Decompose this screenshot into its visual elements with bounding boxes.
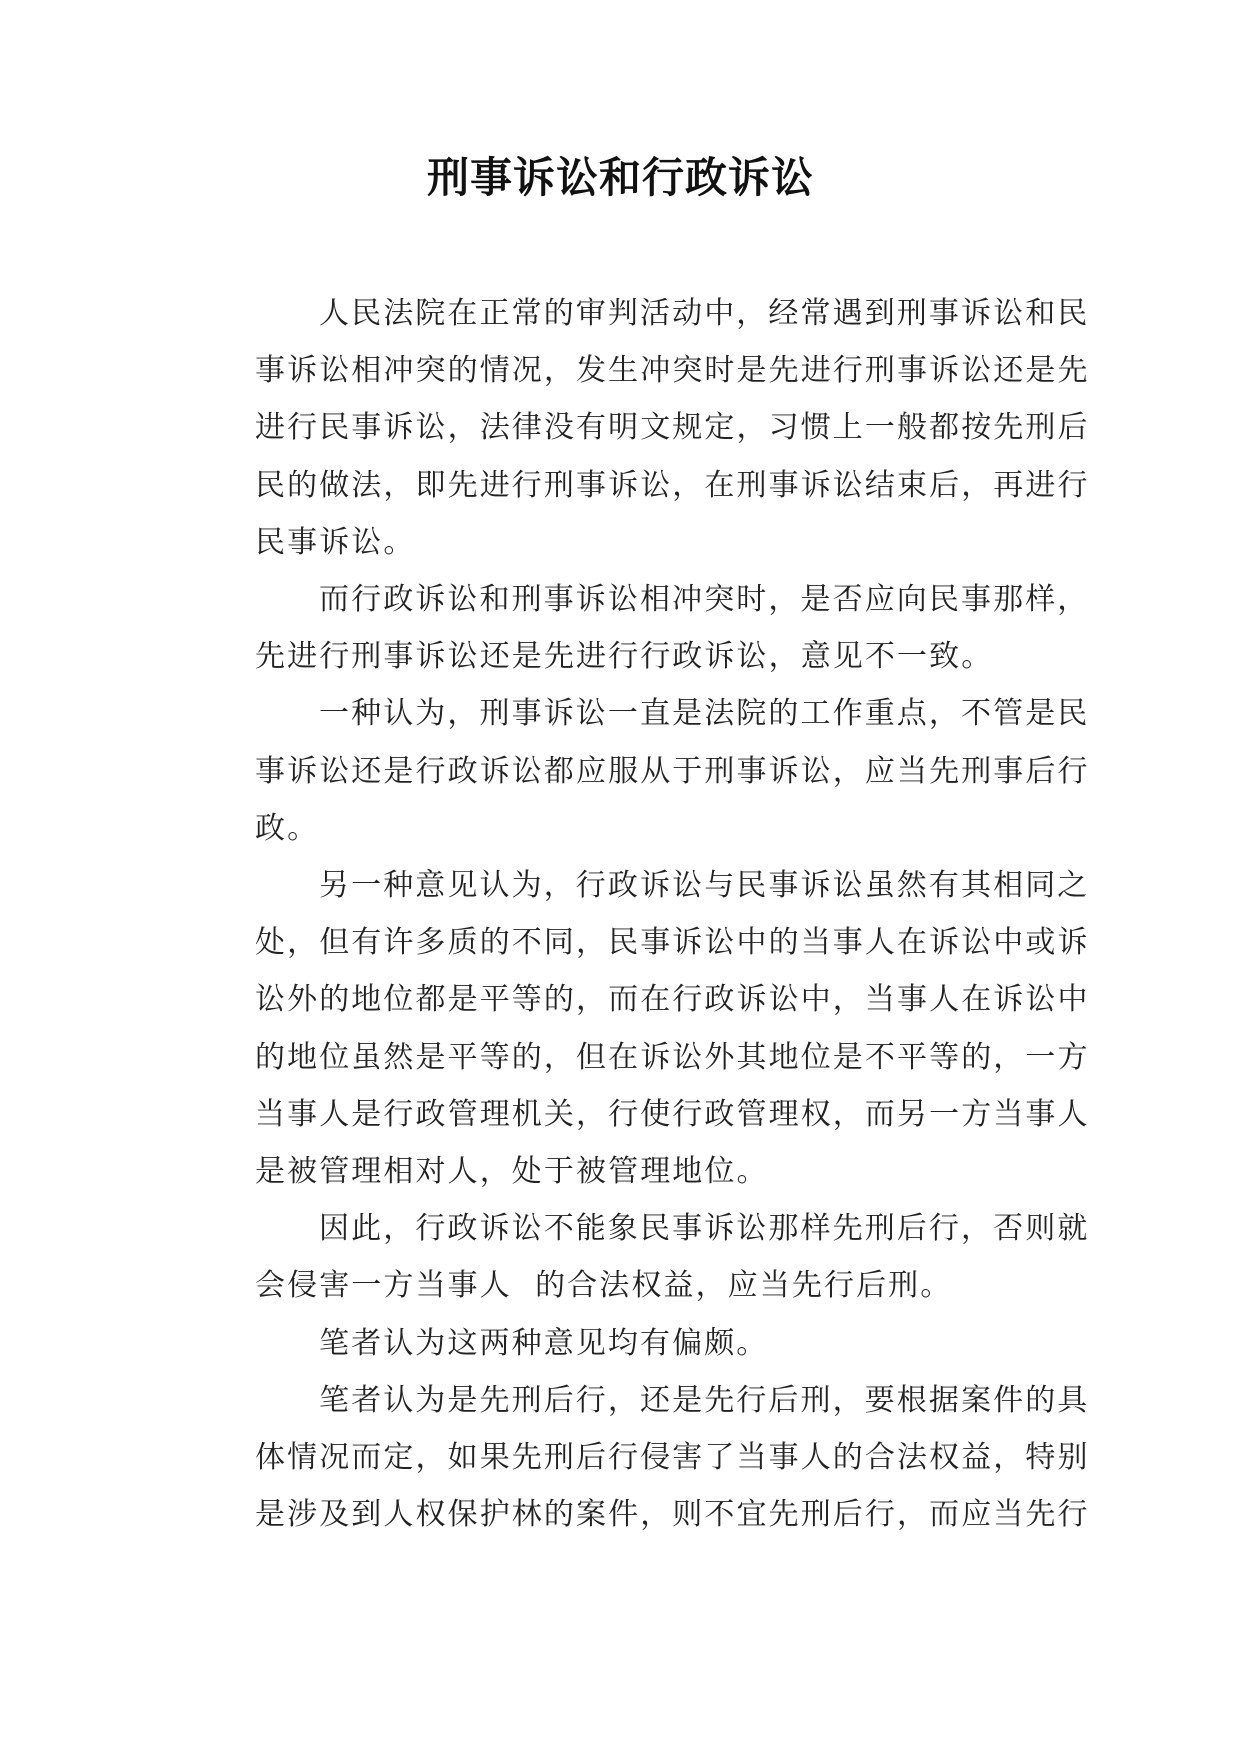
paragraph: [191, 1315, 1051, 1372]
document-title: 刑事诉讼和行政诉讼: [426, 153, 814, 202]
paragraph: [191, 571, 1090, 685]
paragraph: [191, 685, 1090, 857]
text-line: 人民法院在正常的审判活动中，经常遇到刑事诉讼和民: [319, 296, 1090, 331]
text-line: 笔者认为这两种意见均有偏颇。: [319, 1325, 769, 1361]
text-line: 事诉讼相冲突的情况，发生冲突时是先进行刑事诉讼还是先: [255, 353, 1090, 389]
text-line: 民事诉讼。: [255, 524, 416, 560]
paragraph: [191, 1372, 1090, 1544]
text-line: 笔者认为是先刑后行，还是先行后刑，要根据案件的具: [319, 1382, 1090, 1418]
text-line: 政。: [255, 810, 320, 846]
text-line: 会侵害一方当事人 的合法权益，应当先行后刑。: [255, 1268, 953, 1304]
text-line: 是涉及到人权保护林的案件，则不宜先刑后行，而应当先行: [255, 1497, 1090, 1533]
text-line: 的地位虽然是平等的，但在诉讼外其地位是不平等的，一方: [255, 1039, 1090, 1075]
text-line: 因此，行政诉讼不能象民事诉讼那样先刑后行，否则就: [319, 1211, 1090, 1247]
text-line: 一种认为，刑事诉讼一直是法院的工作重点，不管是民: [319, 696, 1090, 732]
text-line: 体情况而定，如果先刑后行侵害了当事人的合法权益，特别: [255, 1440, 1090, 1476]
text-line: 讼外的地位都是平等的，而在行政诉讼中，当事人在诉讼中: [255, 982, 1090, 1018]
text-line: 处，但有许多质的不同，民事诉讼中的当事人在诉讼中或诉: [255, 925, 1090, 961]
paragraph: [191, 285, 1090, 571]
text-line: 先进行刑事诉讼还是先进行行政诉讼，意见不一致。: [255, 639, 994, 675]
document-body: [191, 285, 1090, 1543]
text-line: 当事人是行政管理机关，行使行政管理权，而另一方当事人: [255, 1096, 1090, 1132]
paragraph: [191, 1200, 1090, 1314]
text-line: 进行民事诉讼，法律没有明文规定，习惯上一般都按先刑后: [255, 410, 1090, 446]
text-line: 是被管理相对人，处于被管理地位。: [255, 1154, 769, 1190]
text-line: 民的做法，即先进行刑事诉讼，在刑事诉讼结束后，再进行: [255, 467, 1090, 503]
text-line: 而行政诉讼和刑事诉讼相冲突时，是否应向民事那样，: [319, 582, 1090, 618]
paragraph: [191, 857, 1090, 1200]
text-line: 事诉讼还是行政诉讼都应服从于刑事诉讼，应当先刑事后行: [255, 753, 1090, 789]
text-line: 另一种意见认为，行政诉讼与民事诉讼虽然有其相同之: [319, 868, 1090, 904]
